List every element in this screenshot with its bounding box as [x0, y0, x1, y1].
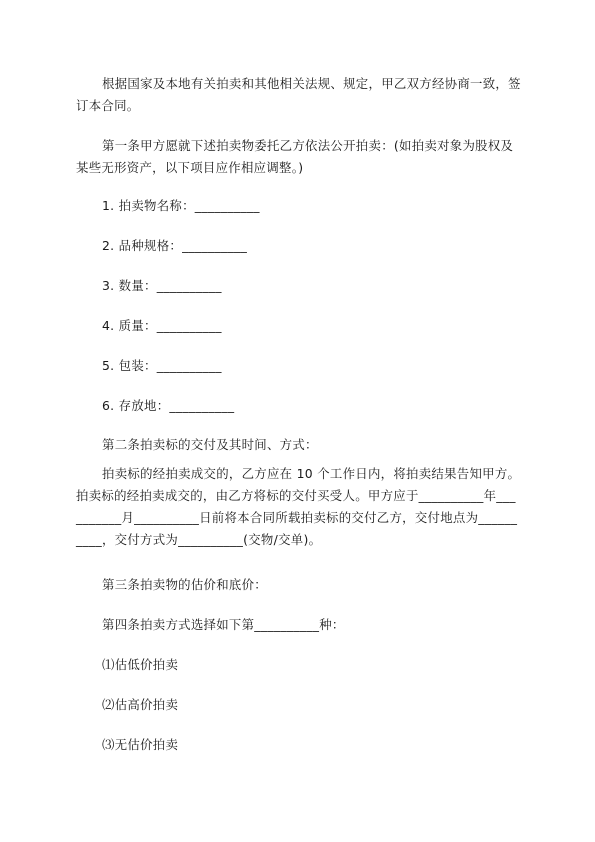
intro-paragraph: 根据国家及本地有关拍卖和其他相关法规、规定，甲乙双方经协商一致，签订本合同。: [76, 76, 521, 113]
auction-item-storage: 6. 存放地：__________: [102, 398, 235, 413]
article-2-title: 第二条拍卖标的交付及其时间、方式：: [102, 437, 318, 452]
article-3-title: 第三条拍卖物的估价和底价：: [102, 577, 267, 592]
auction-item-name: 1. 拍卖物名称：__________: [102, 198, 260, 213]
option-no-estimate: ⑶无估价拍卖: [102, 737, 179, 752]
auction-item-packaging: 5. 包装：__________: [102, 358, 222, 373]
auction-item-spec: 2. 品种规格：__________: [102, 238, 248, 253]
option-low-estimate: ⑴估低价拍卖: [102, 657, 179, 672]
article-4-title: 第四条拍卖方式选择如下第__________种：: [102, 617, 345, 632]
auction-item-quantity: 3. 数量：__________: [102, 278, 222, 293]
auction-item-quality: 4. 质量：__________: [102, 318, 222, 333]
article-2-body: 拍卖标的经拍卖成交的，乙方应在 10 个工作日内，将拍卖结果告知甲方。拍卖标的经拍卖成交的，由乙方将标的交付买受人。甲方应于__________年__________月__________日前将本合同所载拍卖标的交付乙方，交付地点为__________，交付方式为__________(交物/交单)。: [76, 466, 521, 547]
option-high-estimate: ⑵估高价拍卖: [102, 697, 179, 712]
article-1-paragraph: 第一条甲方愿就下述拍卖物委托乙方依法公开拍卖：(如拍卖对象为股权及某些无形资产，以下项目应作相应调整。): [76, 138, 514, 175]
